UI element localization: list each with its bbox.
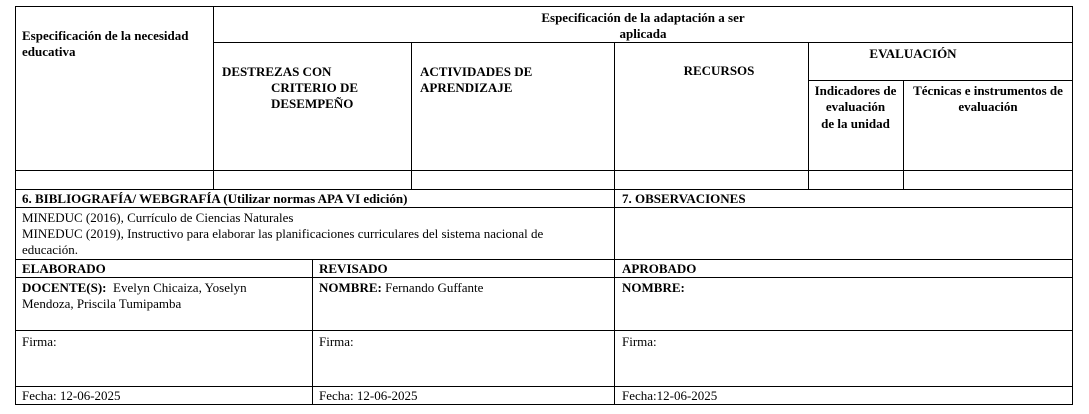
docentes-label: DOCENTE(S): — [22, 280, 107, 295]
adaptation-header-line2: aplicada — [619, 26, 667, 41]
actividades-header-line1: ACTIVIDADES DE — [420, 64, 533, 79]
biblio-header-bottom — [15, 207, 1073, 208]
revisado-nombre — [319, 280, 483, 296]
header-divider — [213, 42, 1073, 43]
lower-table-top — [15, 189, 1073, 190]
table-border-bottom — [15, 404, 1073, 405]
tecnicas-header-line1: Técnicas e instrumentos de — [913, 83, 1063, 98]
tecnicas-header-line2: evaluación — [958, 99, 1018, 114]
destrezas-header-line2: CRITERIO DE — [271, 80, 359, 95]
signature-header-bottom — [15, 277, 1073, 278]
elaborado-docentes — [22, 280, 247, 296]
elaborado-header: ELABORADO — [22, 261, 106, 276]
aprobado-fecha: Fecha:12-06-2025 — [622, 388, 718, 403]
nombre-label: NOMBRE: — [622, 280, 685, 295]
name-row-bottom — [15, 330, 1073, 331]
biblio-obs-divider — [614, 189, 615, 405]
nombre-label: NOMBRE: — [319, 280, 382, 295]
revisado-firma: Firma: — [319, 334, 354, 349]
observaciones-header: 7. OBSERVACIONES — [622, 191, 746, 206]
elaborado-firma: Firma: — [22, 334, 57, 349]
nombre-value: Fernando Guffante — [381, 280, 484, 295]
destrezas-header-line1: DESTREZAS CON — [222, 64, 332, 79]
aprobado-header: APROBADO — [622, 261, 697, 276]
bibliography-entry: educación. — [22, 242, 78, 257]
docentes-value: Evelyn Chicaiza, Yoselyn — [106, 280, 247, 295]
lower-border-right — [1072, 189, 1073, 405]
bibliography-entry: MINEDUC (2016), Currículo de Ciencias Naturales — [22, 210, 294, 225]
col-divider-destrezas — [411, 42, 412, 190]
recursos-header: RECURSOS — [683, 63, 755, 78]
evaluacion-header: EVALUACIÓN — [869, 46, 957, 61]
actividades-header-line2: APRENDIZAJE — [420, 80, 513, 95]
aprobado-firma: Firma: — [622, 334, 657, 349]
elaborado-revisado-divider — [312, 259, 313, 405]
adaptation-header-line1: Especificación de la adaptación a ser — [541, 10, 745, 25]
destrezas-header-line3: DESEMPEÑO — [271, 96, 354, 111]
lower-border-left — [15, 189, 16, 405]
bibliografia-header: 6. BIBLIOGRAFÍA/ WEBGRAFÍA (Utilizar normas APA VI edición) — [22, 191, 408, 206]
empty-row-top — [15, 170, 1073, 171]
evaluacion-divider — [808, 80, 1073, 81]
signature-header-top — [15, 259, 1073, 260]
indicadores-header-line3: de la unidad — [821, 116, 890, 131]
aprobado-nombre — [622, 280, 685, 296]
elaborado-fecha: Fecha: 12-06-2025 — [22, 388, 121, 403]
table-border-left — [15, 6, 16, 190]
revisado-fecha: Fecha: 12-06-2025 — [319, 388, 418, 403]
firma-row-bottom — [15, 386, 1073, 387]
need-spec-header: Especificación de la necesidad educativa — [22, 28, 189, 59]
indicadores-header-line2: evaluación — [825, 99, 886, 114]
table-border-top — [15, 6, 1073, 7]
indicadores-header-line1: Indicadores de — [814, 83, 897, 98]
docentes-value-line2: Mendoza, Priscila Tumipamba — [22, 296, 182, 311]
bibliography-entry: MINEDUC (2019), Instructivo para elaborar las planificaciones curriculares del sistema nacional de — [22, 226, 544, 241]
revisado-header: REVISADO — [319, 261, 388, 276]
